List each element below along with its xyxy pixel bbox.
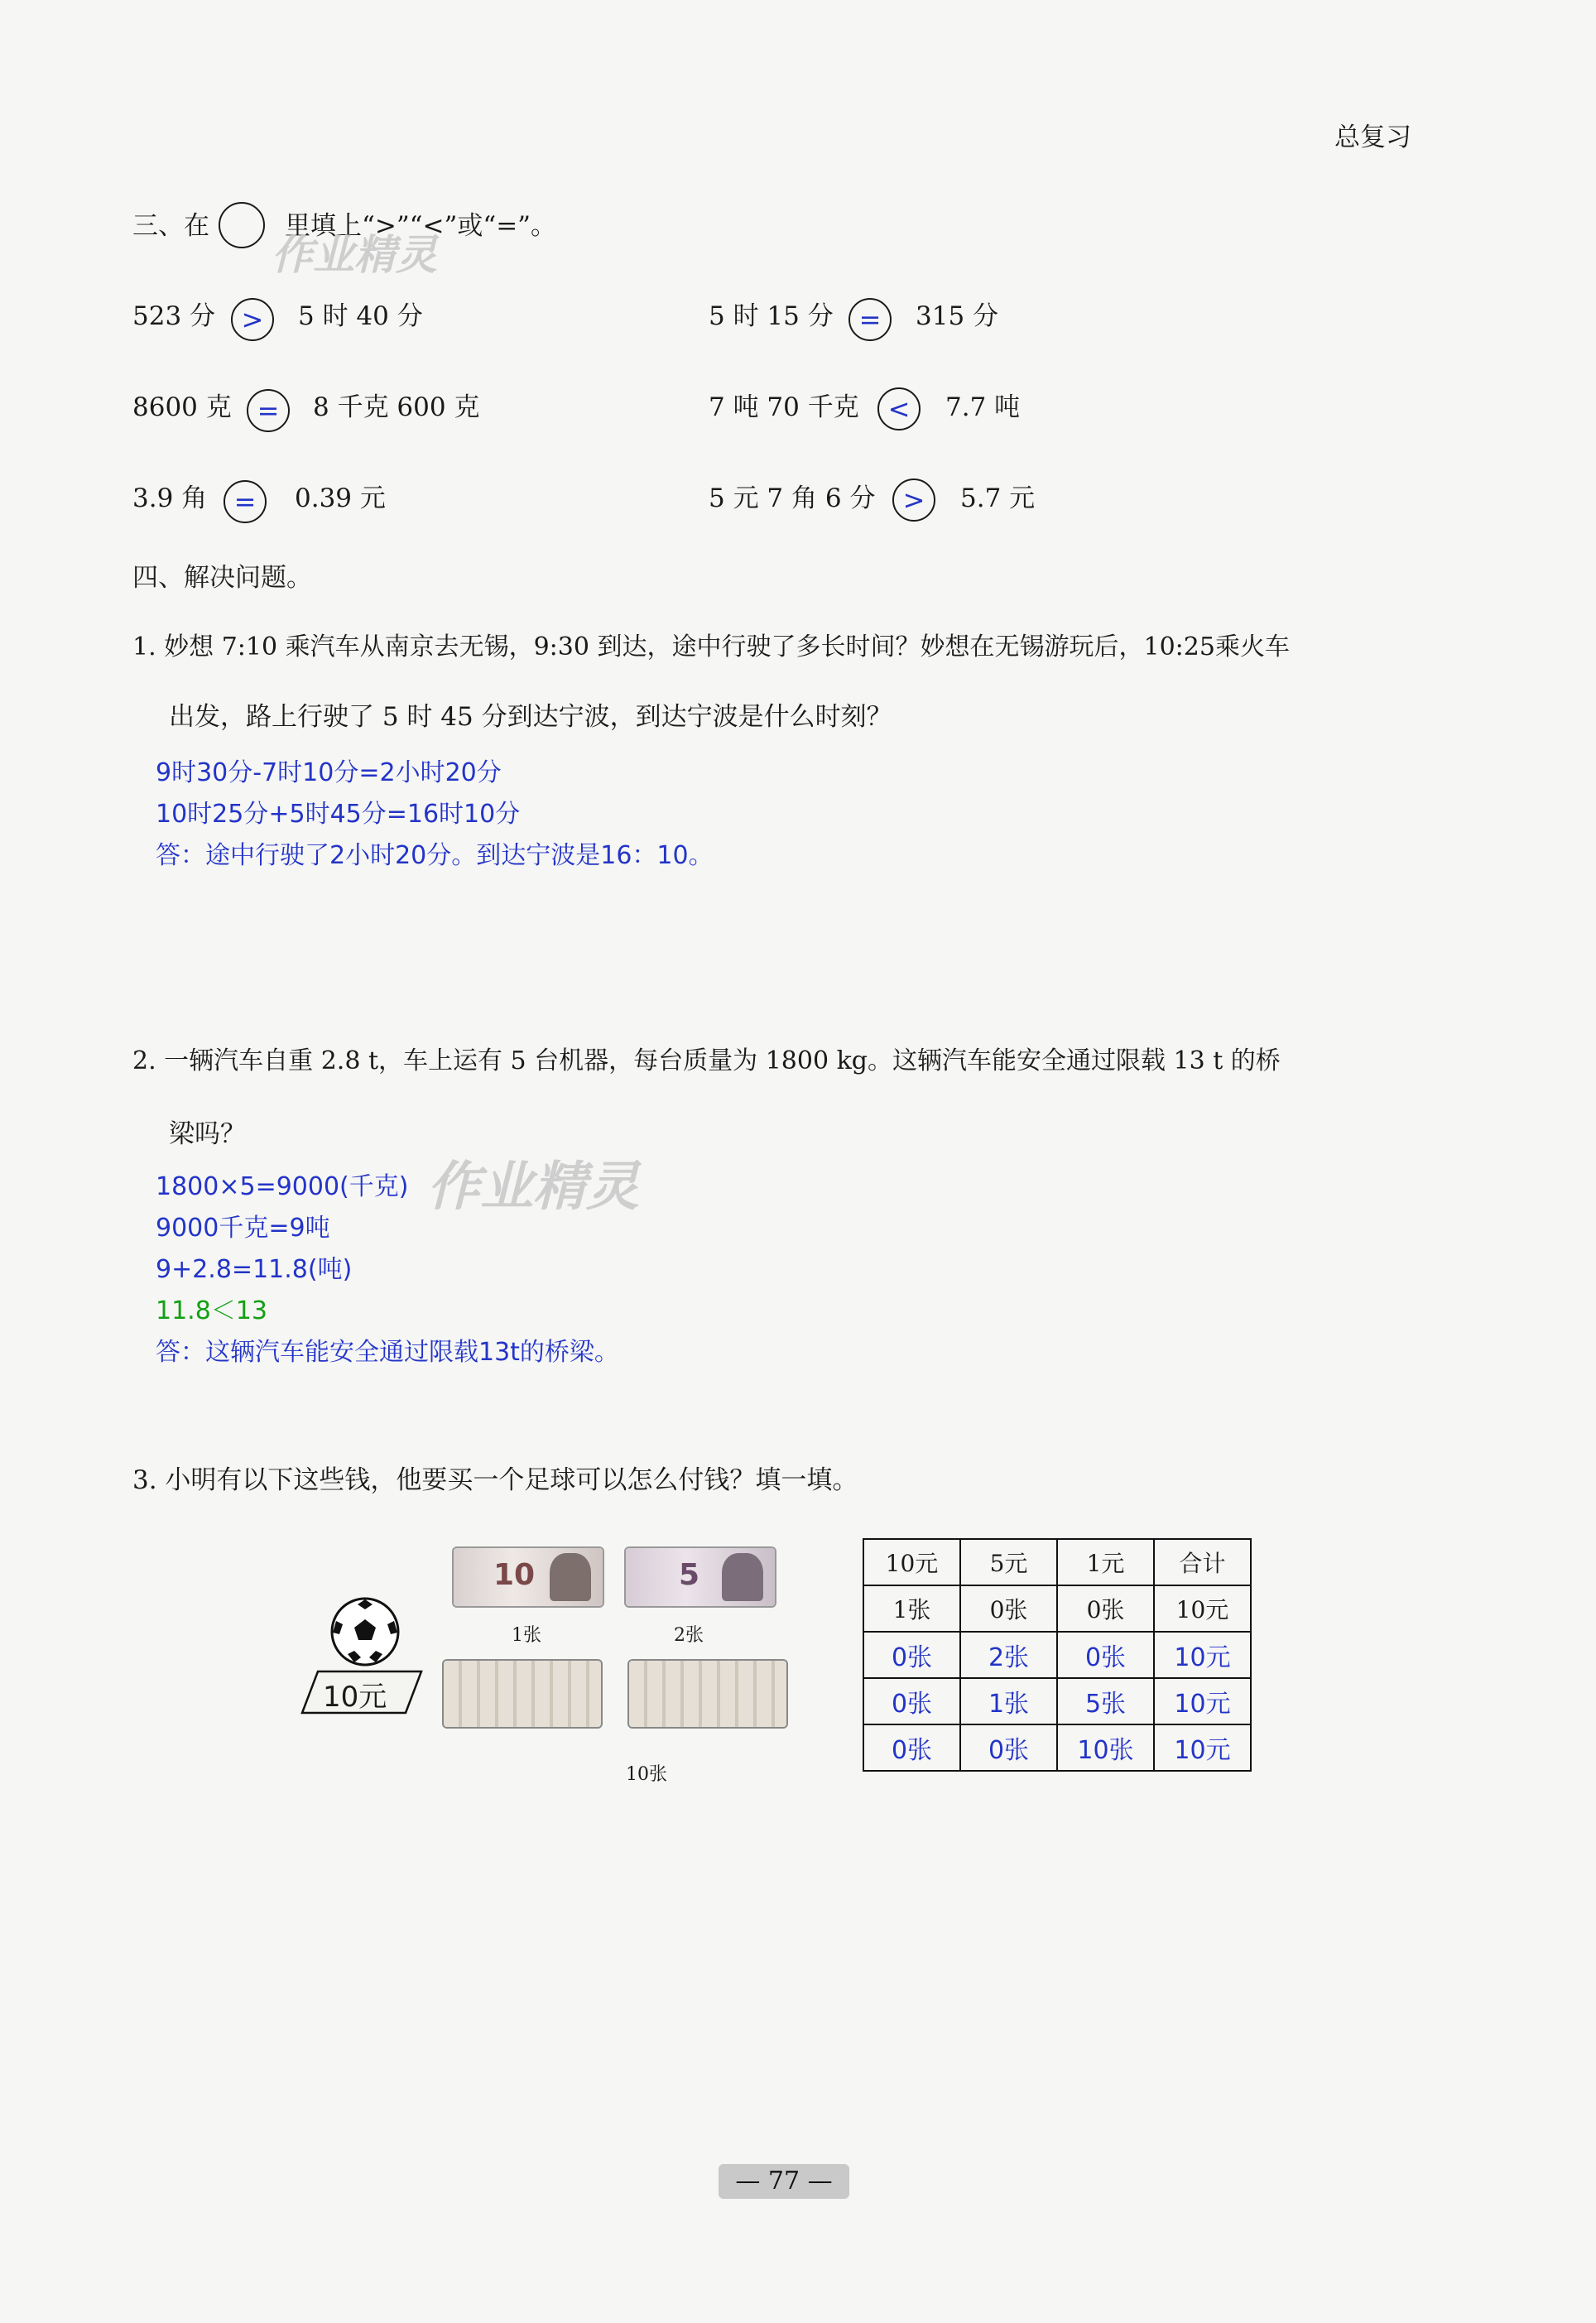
table-cell: 10元	[1154, 1585, 1251, 1632]
one-yuan-notes-icon	[629, 1661, 786, 1727]
table-cell[interactable]: 10元	[1154, 1632, 1251, 1678]
sec3-title-pre: 三、在	[132, 211, 209, 241]
table-cell: 0张	[960, 1585, 1057, 1632]
q1-text: 1. 妙想 7:10 乘汽车从南京去无锡，9:30 到达，途中行驶了多长时间？妙想在无锡游玩后，10:25乘火车	[132, 632, 1290, 661]
table-header: 10元	[863, 1539, 960, 1585]
table-cell[interactable]: 5张	[1057, 1678, 1154, 1724]
cmp-right: 5 时 40 分	[298, 301, 423, 331]
cmp-right: 0.39 元	[295, 483, 386, 513]
q2-text: 2. 一辆汽车自重 2.8 t，车上运有 5 台机器，每台质量为 1800 kg。这辆汽车能安全通过限载 13 t 的桥	[132, 1046, 1281, 1075]
q3-text: 3. 小明有以下这些钱，他要买一个足球可以怎么付钱？填一填。	[132, 1465, 858, 1495]
q2-answer-line: 1800×5=9000(千克)	[156, 1172, 409, 1201]
q2-text-2: 梁吗？	[169, 1119, 246, 1149]
table-cell[interactable]: 0张	[863, 1678, 960, 1724]
cmp-left: 8600 克	[132, 392, 232, 422]
cmp-answer[interactable]: <	[877, 387, 921, 430]
five-note-count: 2张	[674, 1625, 704, 1646]
cmp-right: 315 分	[916, 301, 999, 331]
note-value: 10	[493, 1558, 536, 1592]
price-label: 10元	[323, 1681, 387, 1714]
ten-note-count: 1张	[512, 1625, 541, 1646]
table-cell[interactable]: 2张	[960, 1632, 1057, 1678]
table-cell[interactable]: 0张	[863, 1724, 960, 1771]
cmp-left: 5 元 7 角 6 分	[709, 483, 876, 513]
cmp-answer[interactable]: >	[892, 479, 935, 522]
cmp-left: 7 吨 70 千克	[709, 392, 859, 422]
watermark: 作业精灵	[272, 231, 437, 279]
page-number: — 77 —	[719, 2164, 849, 2199]
one-note-count: 10张	[626, 1764, 667, 1785]
payment-table	[863, 1538, 1252, 1772]
cmp-answer[interactable]: >	[231, 298, 274, 341]
section-header: 总复习	[1334, 123, 1411, 152]
q2-answer-line: 11.8＜13	[156, 1296, 267, 1325]
table-cell[interactable]: 0张	[863, 1632, 960, 1678]
q1-answer-line: 9时30分-7时10分=2小时20分	[156, 758, 502, 787]
note-value: 5	[679, 1558, 700, 1592]
table-cell[interactable]: 10元	[1154, 1724, 1251, 1771]
one-yuan-notes-icon	[444, 1661, 601, 1727]
table-cell[interactable]: 1张	[960, 1678, 1057, 1724]
table-cell: 0张	[1057, 1585, 1154, 1632]
q1-answer-line: 答：途中行驶了2小时20分。到达宁波是16：10。	[156, 841, 714, 870]
cmp-left: 523 分	[132, 301, 216, 331]
sec4-title: 四、解决问题。	[132, 563, 312, 593]
cmp-right: 7.7 吨	[945, 392, 1021, 422]
ten-yuan-note-icon	[454, 1548, 603, 1606]
table-cell[interactable]: 0张	[960, 1724, 1057, 1771]
table-cell[interactable]: 0张	[1057, 1632, 1154, 1678]
q2-answer-line: 9000千克=9吨	[156, 1214, 330, 1243]
cmp-left: 5 时 15 分	[709, 301, 834, 331]
q2-answer-line: 答：这辆汽车能安全通过限载13t的桥梁。	[156, 1338, 619, 1367]
q1-text-2: 出发，路上行驶了 5 时 45 分到达宁波，到达宁波是什么时刻？	[169, 702, 892, 732]
table-cell[interactable]: 10张	[1057, 1724, 1154, 1771]
table-cell: 1张	[863, 1585, 960, 1632]
q2-answer-line: 9+2.8=11.8(吨)	[156, 1255, 353, 1284]
table-header: 合计	[1154, 1539, 1251, 1585]
table-header: 1元	[1057, 1539, 1154, 1585]
cmp-right: 5.7 元	[960, 483, 1036, 513]
cmp-right: 8 千克 600 克	[313, 392, 480, 422]
cmp-answer[interactable]: =	[224, 480, 267, 523]
watermark: 作业精灵	[427, 1157, 639, 1218]
five-yuan-note-icon	[626, 1548, 775, 1606]
table-cell[interactable]: 10元	[1154, 1678, 1251, 1724]
cmp-answer[interactable]: =	[247, 389, 290, 432]
sec3-title-post: 里填上“>”“<”或“=”。	[285, 211, 557, 241]
q1-answer-line: 10时25分+5时45分=16时10分	[156, 800, 521, 829]
table-header: 5元	[960, 1539, 1057, 1585]
cmp-answer[interactable]: =	[848, 298, 892, 341]
cmp-left: 3.9 角	[132, 483, 208, 513]
blank-circle-icon	[219, 202, 265, 248]
soccer-ball-icon	[329, 1596, 401, 1667]
